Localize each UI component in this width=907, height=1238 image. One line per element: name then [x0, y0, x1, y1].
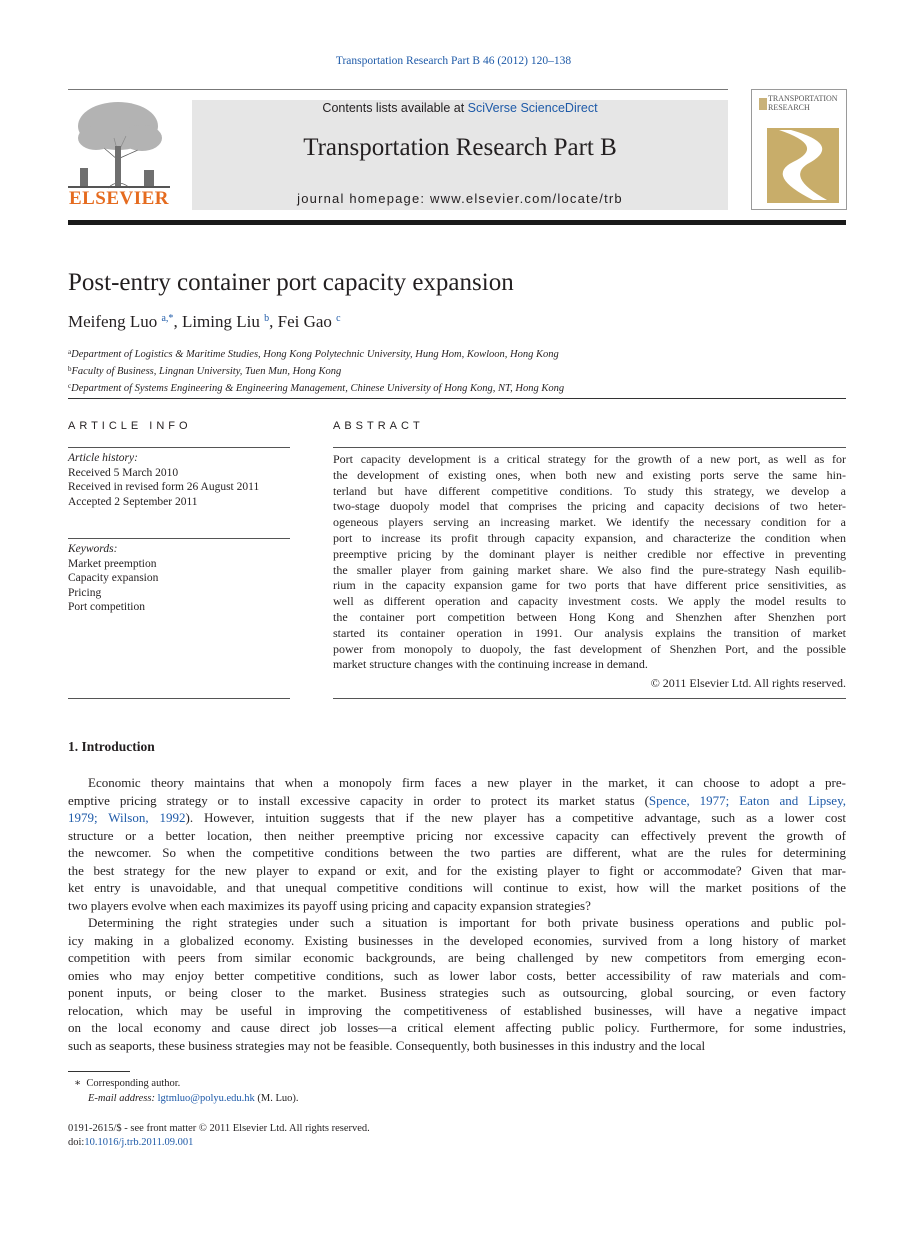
affiliation-text: Department of Logistics & Maritime Studies, Hong Kong Polytechnic University, Hung Hom, Kowloon, Hong Kong: [71, 349, 559, 360]
citation-link[interactable]: 1979; Wilson, 1992: [68, 810, 186, 825]
body-line: [68, 809, 846, 827]
section-divider: [68, 398, 846, 399]
abstract-line: the smaller player from gaining market share. We also find the pure-strategy Nash equilib-: [333, 562, 846, 577]
author-marks[interactable]: b: [264, 313, 270, 324]
doi-link[interactable]: 10.1016/j.trb.2011.09.001: [84, 1137, 194, 1148]
history-item: Received 5 March 2010: [68, 466, 179, 479]
journal-homepage: [192, 191, 728, 206]
abstract-divider: [333, 447, 846, 448]
homepage-prefix: journal homepage:: [297, 191, 431, 206]
body-line: the best strategy for the new player to expand or exit, and for the existing player to fight or accommodate? Given that mar-: [68, 862, 846, 878]
journal-reference[interactable]: Transportation Research Part B 46 (2012) 120–138: [335, 55, 572, 67]
keywords-label: Keywords:: [68, 543, 118, 555]
abstract-line: rium in the capacity expansion game for two ports that have different price sensitivities, as: [333, 578, 846, 593]
body-line: ket entry is unavoidable, and that unequal competitive conditions will continue to exist, how will the market positions of the: [68, 880, 846, 895]
footnote-email: [74, 1091, 299, 1106]
affiliation-text: Faculty of Business, Lingnan University, Tuen Mun, Hong Kong: [71, 366, 342, 377]
abstract-heading: ABSTRACT: [333, 420, 424, 432]
history-item: Received in revised form 26 August 2011: [68, 481, 260, 493]
email-suffix: (M. Luo).: [254, 1093, 299, 1104]
abstract-line: two-stage duopoly model that comprises the pricing and capacity decisions of two heter-: [333, 499, 846, 514]
body-line: on the local economy and cause direct job losses—a critical element affecting public policy. Furthermore, for some industries,: [68, 1020, 846, 1035]
issn-line: 0191-2615/$ - see front matter © 2011 Elsevier Ltd. All rights reserved.: [68, 1123, 370, 1134]
history-item: Accepted 2 September 2011: [68, 495, 198, 508]
affiliations: [68, 345, 564, 396]
publication-info: [68, 1122, 370, 1150]
abstract-line: the development of existing ones, when both new and existing ports serve the same hin-: [333, 467, 846, 482]
abstract-line: ogeneous players serving an increasing market. We identify the necessary condition for a: [333, 515, 846, 530]
abstract-text: [333, 452, 846, 673]
citation-link[interactable]: Spence, 1977; Eaton and Lipsey,: [648, 792, 846, 808]
author-name[interactable]: Liming Liu: [181, 312, 260, 331]
author-name[interactable]: Meifeng Luo: [68, 312, 158, 331]
abstract-line: Port capacity development is a critical strategy for the growth of a new port, as well as for: [333, 452, 846, 466]
sciencedirect-link[interactable]: SciVerse ScienceDirect: [467, 101, 598, 115]
abstract-divider: [333, 698, 846, 699]
abstract-line: the container port competition between Hong Kong and Shenzhen after Shenzhen port: [333, 609, 846, 624]
body-line: the newcomer. So when the competitive conditions between the two parties are different, what are the rules for determining: [68, 845, 846, 860]
article-info-heading: ARTICLE INFO: [68, 420, 192, 432]
footnote-corresponding: ∗ Corresponding author.: [74, 1078, 181, 1089]
body-text-segment: ). However, intuition suggests that if the new player has a competitive advantage, such as a lower cost: [185, 810, 846, 825]
body-line: icy making in a globalized economy. Existing businesses in the developed economies, survived from a long history of market: [68, 932, 846, 948]
header-divider: [68, 89, 728, 90]
abstract-line: port to increase its profit through capacity expansion, and characterize the condition when: [333, 530, 846, 545]
affiliation: [68, 345, 564, 362]
cover-title-line-2: RESEARCH: [768, 103, 810, 112]
keyword: Port competition: [68, 601, 145, 613]
email-label: E-mail address:: [88, 1093, 155, 1104]
corresponding-text: Corresponding author.: [86, 1078, 181, 1089]
abstract-line: preemptive pricing by the dominant player is neither credible nor effective in preventing: [333, 546, 846, 561]
email-link[interactable]: lgtmluo@polyu.edu.hk: [157, 1093, 255, 1104]
body-line: Economic theory maintains that when a monopoly firm faces a new player in the market, it can choose to adopt a pre-: [88, 775, 846, 790]
article-history: [68, 451, 259, 509]
contents-line: [192, 101, 728, 115]
doi-label: doi:: [68, 1137, 85, 1148]
section-heading: 1. Introduction: [68, 739, 155, 754]
history-label: Article history:: [68, 452, 138, 464]
body-line: relocation, which may be useful in improving the competitiveness of established businesses, will have a negative impact: [68, 1002, 846, 1018]
affiliation: [68, 362, 564, 379]
body-line: competition with peers from similar economic backgrounds, are being challenged by new competitors from emerging econ-: [68, 950, 846, 965]
article-info-divider: [68, 698, 290, 699]
introduction-text: [68, 774, 846, 1054]
body-line: such as seaports, these business strategies may not be feasible. Consequently, both businesses in this industry and the local: [68, 1037, 706, 1053]
author-list: Meifeng Luo $^{a,*}$, Liming Liu $^b$, Fei Gao $^c$: [68, 312, 341, 331]
affiliation-text: Department of Systems Engineering & Engineering Management, Chinese University of Hong Kong, NT, Hong Kong: [71, 383, 565, 394]
cover-title-line-1: TRANSPORTATION: [768, 94, 838, 103]
footnote-rule: [68, 1071, 130, 1072]
keywords: [68, 542, 158, 615]
keyword: Capacity expansion: [68, 572, 159, 584]
body-line: two players evolve when each maximizes its payoff using pricing and capacity expansion strategies?: [68, 897, 591, 913]
affiliation-mark: c: [68, 382, 72, 390]
keyword: Market preemption: [68, 557, 157, 570]
author-marks[interactable]: a,*: [161, 313, 174, 324]
elsevier-logo[interactable]: [68, 98, 170, 210]
homepage-link[interactable]: www.elsevier.com/locate/trb: [430, 191, 623, 206]
journal-cover-thumbnail[interactable]: [751, 89, 847, 210]
article-info-divider: [68, 447, 290, 448]
body-line: Determining the right strategies under such a situation is important for both private business operations and public pol-: [88, 915, 846, 930]
body-text-segment: emptive pricing strategy or to install excessive capacity in order to protect its market status (: [68, 792, 649, 808]
affiliation: [68, 379, 564, 396]
publisher-name: ELSEVIER: [68, 188, 170, 209]
body-line: omies who may enjoy better competitive conditions, such as lower labor costs, better accessibility of raw materials and com-: [68, 967, 846, 983]
elsevier-tree-icon: [68, 98, 170, 190]
abstract-copyright: © 2011 Elsevier Ltd. All rights reserved.: [650, 676, 846, 690]
abstract-line: market structure changes with the continuing increase in demand.: [333, 657, 648, 672]
affiliation-mark: a: [68, 348, 72, 356]
header-rule: [68, 220, 846, 225]
abstract-line: terland but have different competitive conditions. To study this strategy, we develop a: [333, 483, 846, 498]
author-name[interactable]: Fei Gao: [277, 312, 332, 331]
journal-title: Transportation Research Part B: [303, 134, 617, 161]
article-title: Post-entry container port capacity expansion: [68, 269, 514, 296]
body-line: structure or a better location, then neither preemptive pricing nor excessive capacity can effectively prevent the growth of: [68, 827, 846, 843]
footnote: [74, 1076, 299, 1106]
body-line: ponent inputs, or being closer to the market. Business strategies such as outsourcing, global sourcing, or even factory: [68, 985, 846, 1000]
cover-road-icon: [757, 96, 841, 206]
abstract-line: well as different operation and capacity investment costs. We apply the model results to: [333, 594, 846, 609]
abstract-line: power from monopoly to duopoly, the fast development of Shenzhen Port, and the possible: [333, 641, 846, 656]
article-info-divider: [68, 538, 290, 539]
abstract-line: started its container operation in 1991. Our analysis explains the transition of market: [333, 625, 846, 640]
doi-line: [68, 1136, 370, 1150]
body-line: [68, 792, 846, 810]
author-marks[interactable]: c: [336, 313, 341, 324]
affiliation-mark: b: [68, 365, 72, 373]
contents-prefix: Contents lists available at: [322, 101, 468, 115]
keyword: Pricing: [68, 586, 102, 599]
